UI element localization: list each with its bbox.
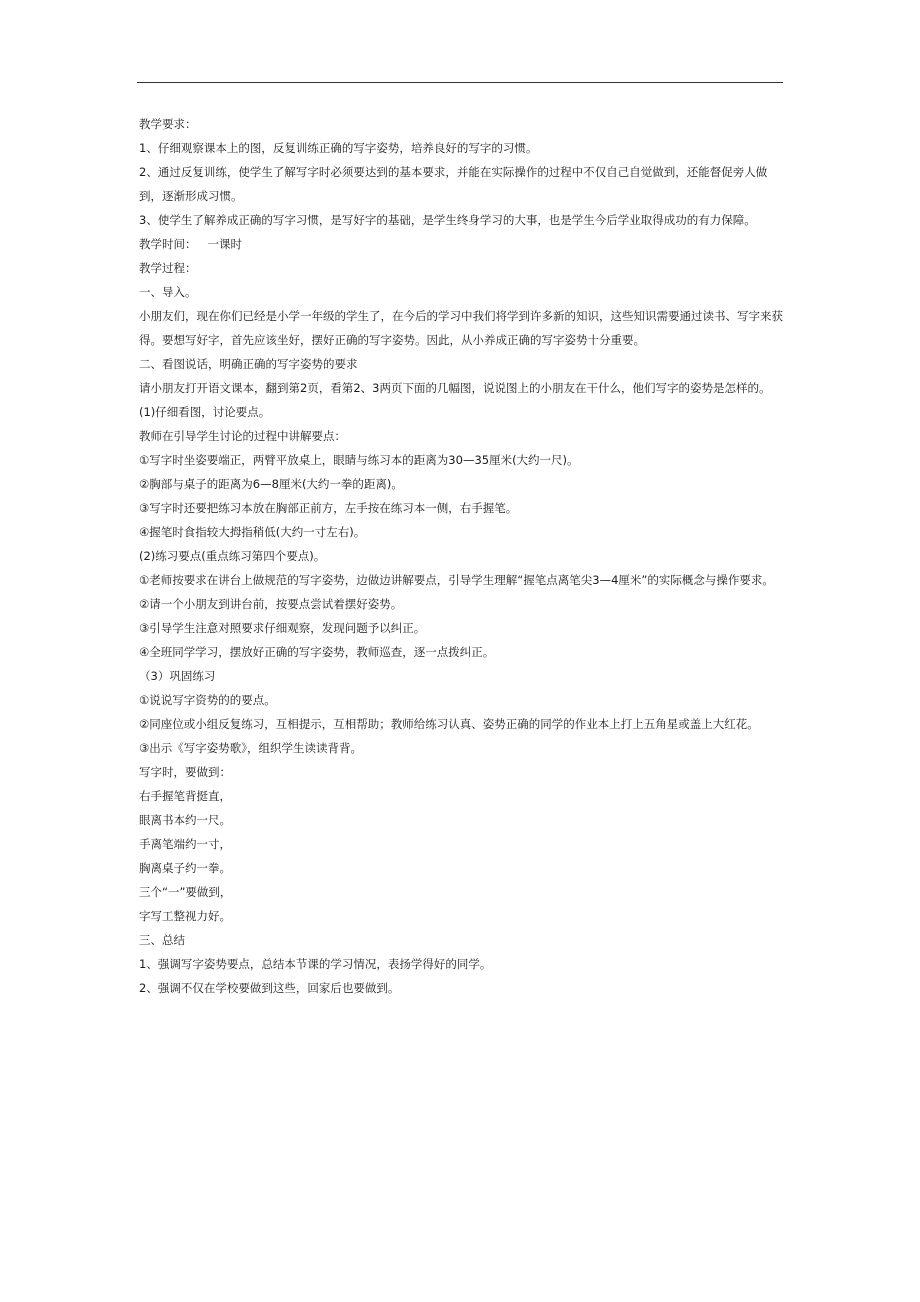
paragraph: ①老师按要求在讲台上做规范的写字姿势，边做边讲解要点，引导学生理解“握笔点离笔尖3—4厘米”的实际概念与操作要求。 bbox=[139, 573, 774, 587]
paragraph: 写字时，要做到： bbox=[139, 765, 231, 779]
paragraph: ②胸部与桌子的距离为6—8厘米(大约一拳的距离)。 bbox=[139, 477, 403, 491]
paragraph: ①说说写字资势的的要点。 bbox=[139, 693, 276, 707]
paragraph: ①写字时坐姿要端正，两臂平放桌上，眼睛与练习本的距离为30—35厘米(大约一尺)。 bbox=[139, 453, 579, 467]
paragraph: 请小朋友打开语文课本，翻到第2页，看第2、3两页下面的几幅图，说说图上的小朋友在干什么，他们写字的姿势是怎样的。 bbox=[139, 381, 771, 395]
paragraph: 眼离书本约一尺。 bbox=[139, 813, 231, 827]
paragraph: ③写字时还要把练习本放在胸部正前方，左手按在练习本一侧，右手握笔。 bbox=[139, 501, 518, 515]
paragraph: ④全班同学学习，摆放好正确的写字姿势，教师巡查，逐一点拨纠正。 bbox=[139, 645, 495, 659]
header-rule bbox=[137, 82, 783, 83]
paragraph: ②请一个小朋友到讲台前，按要点尝试着摆好姿势。 bbox=[139, 597, 403, 611]
paragraph: 小朋友们，现在你们已经是小学一年级的学生了，在今后的学习中我们将学到许多新的知识，这些知识需要通过读书、写字来获得。要想写好字，首先应该坐好，摆好正确的写字姿势。因此，从小养成正确的写字姿势十分重要。 bbox=[139, 309, 783, 347]
paragraph: 二、看图说话，明确正确的写字姿势的要求 bbox=[139, 357, 358, 371]
paragraph: 手离笔端约一寸， bbox=[139, 837, 231, 851]
paragraph: ②同座位或小组反复练习，互相提示，互相帮助；教师给练习认真、姿势正确的同学的作业本上打上五角星或盖上大红花。 bbox=[139, 717, 759, 731]
document-body bbox=[139, 112, 789, 1000]
paragraph: (1)仔细看图，讨论要点。 bbox=[139, 405, 271, 419]
paragraph: (2)练习要点(重点练习第四个要点)。 bbox=[139, 549, 326, 563]
paragraph: 教学过程： bbox=[139, 261, 197, 275]
paragraph: 右手握笔背挺直， bbox=[139, 789, 231, 803]
paragraph: 教学时间： 一课时 bbox=[139, 237, 242, 251]
paragraph: 教师在引导学生讨论的过程中讲解要点： bbox=[139, 429, 346, 443]
paragraph: 三、总结 bbox=[139, 933, 185, 947]
paragraph: ③出示《写字姿势歌》，组织学生读读背背。 bbox=[139, 741, 363, 755]
paragraph: 字写工整视力好。 bbox=[139, 909, 231, 923]
paragraph: 教学要求： bbox=[139, 117, 197, 131]
paragraph: （3）巩固练习 bbox=[139, 669, 216, 683]
paragraph: 2、强调不仅在学校要做到这些，回家后也要做到。 bbox=[139, 981, 400, 995]
paragraph: 3、使学生了解养成正确的写字习惯，是写好字的基础，是学生终身学习的大事，也是学生今后学业取得成功的有力保障。 bbox=[139, 213, 756, 227]
paragraph: 三个“一”要做到， bbox=[139, 885, 232, 899]
paragraph: ④握笔时食指较大拇指稍低(大约一寸左右)。 bbox=[139, 525, 366, 539]
paragraph: 1、仔细观察课本上的图，反复训练正确的写字姿势，培养良好的写字的习惯。 bbox=[139, 141, 538, 155]
paragraph: 一、导入。 bbox=[139, 285, 197, 299]
paragraph: 胸离桌子约一拳。 bbox=[139, 861, 231, 875]
paragraph: ③引导学生注意对照要求仔细观察，发现问题予以纠正。 bbox=[139, 621, 426, 635]
paragraph: 2、通过反复训练，使学生了解写字时必须要达到的基本要求，并能在实际操作的过程中不仅自己自觉做到，还能督促旁人做到，逐渐形成习惯。 bbox=[139, 165, 768, 203]
paragraph: 1、强调写字姿势要点，总结本节课的学习情况，表扬学得好的同学。 bbox=[139, 957, 492, 971]
